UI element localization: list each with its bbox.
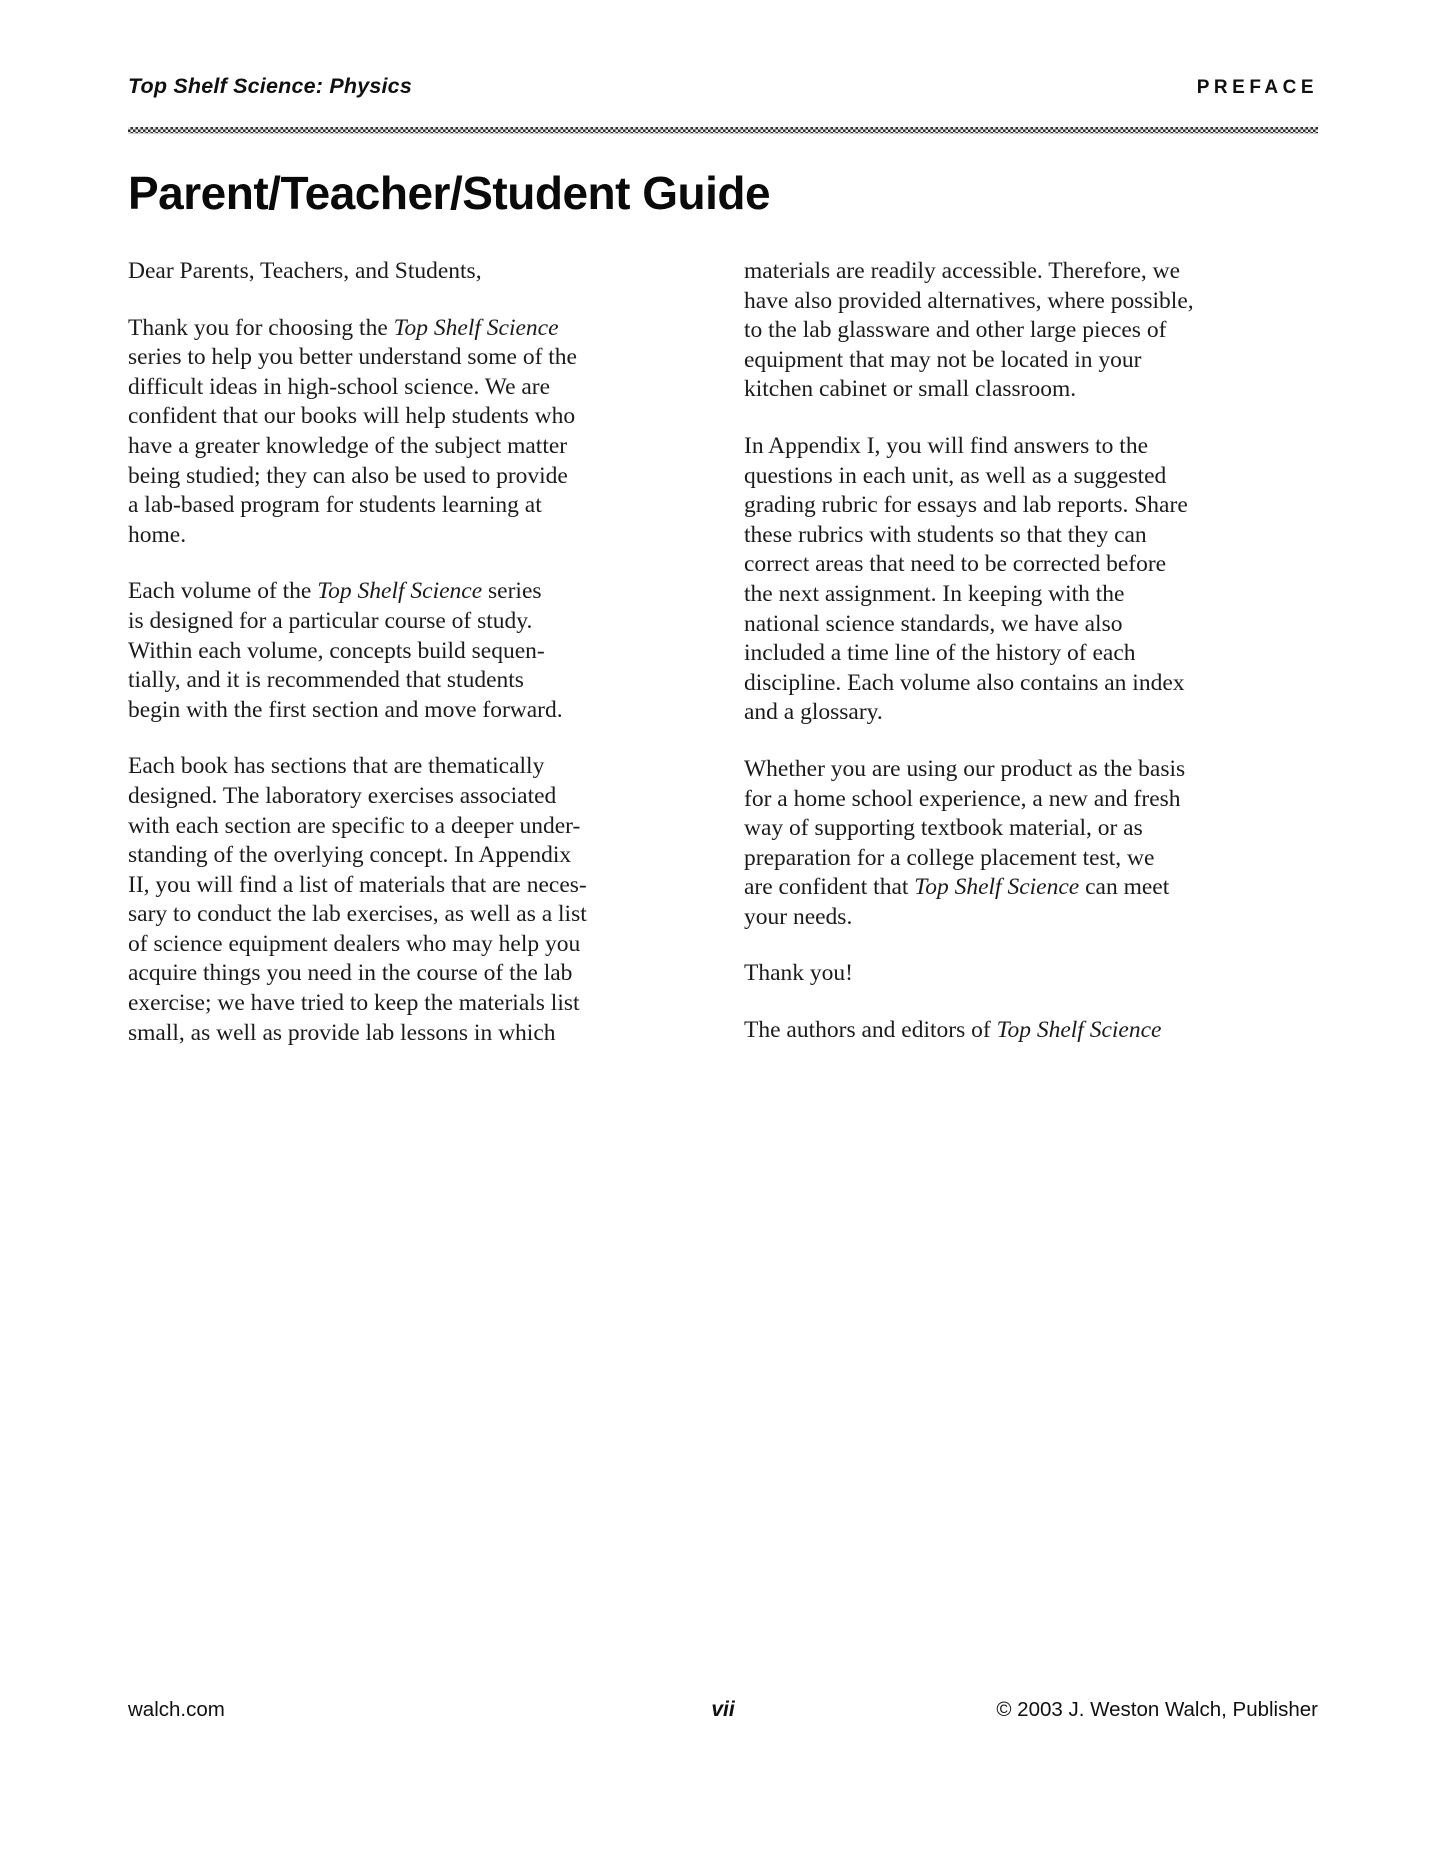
body-columns xyxy=(128,257,1318,1075)
header-rule xyxy=(128,127,1318,134)
preface-label: PREFACE xyxy=(1196,77,1318,98)
right-column xyxy=(744,257,1318,1075)
paragraph: Whether you are using our product as the basis for a home school experience, a new and fresh way of supporting textbook material, or as preparation for a college placement test, we are confident that Top Shelf Science can meet your needs. xyxy=(744,755,1186,930)
page-number: vii xyxy=(711,1698,735,1721)
page-title: Parent/Teacher/Student Guide xyxy=(128,167,771,219)
left-column xyxy=(128,257,702,1075)
page-header xyxy=(128,74,1318,99)
paragraph: Thank you for choosing the Top Shelf Science series to help you better understand some of the difficult ideas in high-school science. We are confident that our books will help students who have a greater knowledge of the subject matter being studied; they can also be used to provide a lab-based program for students learning at home. xyxy=(128,314,577,548)
publisher-website: walch.com xyxy=(128,1698,225,1721)
paragraph: The authors and editors of Top Shelf Science xyxy=(744,1017,1162,1044)
paragraph: In Appendix I, you will find answers to the questions in each unit, as well as a suggested grading rubric for essays and lab reports. Share these rubrics with students so that they can correct areas that need to be corrected before the next assignment. In keeping with the national science standards, we have also included a time line of the history of each discipline. Each volume also contains an index and a glossary. xyxy=(744,432,1188,726)
paragraph: Each volume of the Top Shelf Science series is designed for a particular course of study. Within each volume, concepts build sequen- tially, and it is recommended that students begin with the first section and move forward. xyxy=(128,578,563,723)
paragraph: Thank you! xyxy=(744,960,853,987)
paragraph: Each book has sections that are thematically designed. The laboratory exercises associated with each section are specific to a deeper under- standing of the overlying concept. In Appendix II, you will find a list of materials that are neces- sary to conduct the lab exercises, as well as a list of science equipment dealers who may help you acquire things you need in the course of the lab exercise; we have tried to keep the materials list small, as well as provide lab lessons in which xyxy=(128,753,587,1046)
paragraph: materials are readily accessible. Therefore, we have also provided alternatives, where possible, to the lab glassware and other large pieces of equipment that may not be located in your kitchen cabinet or small classroom. xyxy=(744,258,1194,403)
copyright-notice: © 2003 J. Weston Walch, Publisher xyxy=(996,1698,1318,1721)
book-title: Top Shelf Science: Physics xyxy=(128,74,412,98)
page-footer xyxy=(128,1698,1318,1722)
paragraph: Dear Parents, Teachers, and Students, xyxy=(128,258,482,284)
